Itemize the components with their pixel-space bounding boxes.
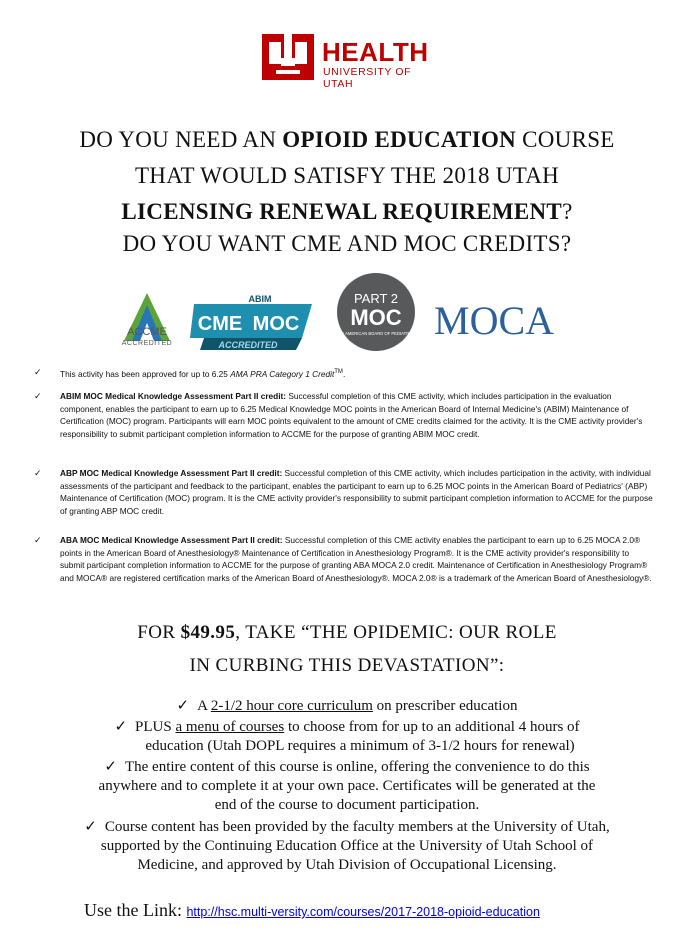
uhealth-logo	[262, 34, 442, 90]
check-icon: ✓	[34, 535, 42, 545]
check-icon: ✓	[84, 819, 97, 835]
abp-part2-moc-logo-icon	[336, 272, 416, 352]
bullet-menu-courses: ✓ PLUS a menu of courses to choose from for up to an additional 4 hours of education (Utah DOPL requires a minimum of 3-1/2 hours for renewal)	[114, 719, 580, 754]
headline-line-3: LICENSING RENEWAL REQUIREMENT?	[121, 199, 573, 224]
check-icon: ✓	[34, 468, 42, 478]
check-icon: ✓	[34, 367, 42, 377]
abim-cme-text: CME	[197, 313, 243, 335]
course-link[interactable]: http://hsc.multi-versity.com/courses/2017-2018-opioid-education	[186, 905, 540, 919]
course-link-line	[84, 900, 540, 921]
credit-item-abim: ✓ ABIM MOC Medical Knowledge Assessment Part II credit: Successful completion of this CME activity, which includes participation in the evaluation component, enables the participant to earn up to 6.25 Medical Knowledge MOC points in the American Board of Internal Medicine's (ABIM) Maintenance of Certification (MOC) program. Participants will earn MOC points equivalent to the amount of CME credits claimed for the activity. It is the CME activity provider's responsibility to submit participant completion information to ACCME for the purpose of granting ABIM MOC credit.	[34, 391, 643, 439]
abim-top-text: ABIM	[248, 294, 272, 304]
moca-logo-icon	[434, 296, 570, 342]
block-u-icon	[262, 34, 314, 80]
check-icon: ✓	[176, 698, 190, 714]
accreditation-badges	[0, 272, 694, 354]
check-icon: ✓	[114, 719, 128, 735]
part2-moc-text: MOC	[350, 305, 402, 330]
bullet-faculty: ✓ Course content has been provided by the faculty members at the University of Utah, supported by the Continuing Education Office at the University of Utah School of Medicine, and approved by Utah Division of Occupational Licensing.	[84, 819, 610, 873]
check-icon: ✓	[34, 391, 42, 401]
abim-moc-text: MOC	[252, 313, 300, 335]
part2-sub-text: THE AMERICAN BOARD OF PEDIATRICS	[336, 331, 416, 336]
logo-university-text: UNIVERSITY OF UTAH	[323, 66, 412, 90]
logo-health-text: HEALTH	[322, 37, 429, 67]
accme-text: ACCME	[127, 326, 167, 338]
price-line-1: FOR $49.95, TAKE “THE OPIDEMIC: OUR ROLE	[137, 622, 557, 643]
credit-item-ama: ✓ This activity has been approved for up to 6.25 AMA PRA Category 1 Credit™.	[34, 367, 346, 379]
subheadline: DO YOU WANT CME AND MOC CREDITS?	[122, 231, 572, 256]
part2-top-text: PART 2	[353, 291, 399, 306]
abim-accredited-text: ACCREDITED	[218, 340, 278, 350]
price-line-2: IN CURBING THIS DEVASTATION”:	[189, 655, 505, 676]
abim-cme-moc-logo-icon	[190, 292, 312, 350]
check-icon: ✓	[104, 759, 117, 775]
link-label: Use the Link:	[84, 900, 187, 920]
bullet-online-content: ✓ The entire content of this course is online, offering the convenience to do this anywhere and to complete it at your own pace. Certificates will be generated at the end of the course to document participation.	[98, 759, 596, 813]
bullet-core-curriculum: ✓ A 2-1/2 hour core curriculum on prescriber education	[176, 698, 518, 714]
moca-text: MOCA	[434, 298, 555, 342]
accme-accredited-text: ACCREDITED	[121, 340, 173, 347]
headline-line-1: DO YOU NEED AN OPIOID EDUCATION COURSE	[79, 127, 615, 152]
credit-item-abp: ✓ ABP MOC Medical Knowledge Assessment Part II credit: Successful completion of this CME activity, which includes participation in the activity, with individual assessments of the participant and feedback to the participant, enables the participant to earn up to 6.25 MOC points in the American Board of Pediatrics' (ABP) Maintenance of Certification (MOC) program. It is the CME activity provider's responsibility to submit participant completion information to ACCME for the purpose of granting ABP MOC credit.	[34, 468, 653, 516]
headline-line-2: THAT WOULD SATISFY THE 2018 UTAH	[134, 163, 560, 188]
headline	[0, 122, 694, 230]
credit-item-aba: ✓ ABA MOC Medical Knowledge Assessment Part II credit: Successful completion of this CME activity enables the participant to earn up to 6.25 MOCA 2.0® points in the American Board of Anesthesiology® Maintenance of Certification in Anesthesiology Program®. It is the CME activity provider's responsibility to submit participant completion information to ACCME for the purpose of granting ABA MOCA 2.0 credit. Maintenance of Certification in Anesthesiology Program® and MOCA® are registered certification marks of the American Board of Anesthesiology®. MOCA 2.0® is a trademark of the American Board of Anesthesiology®.	[34, 535, 652, 583]
